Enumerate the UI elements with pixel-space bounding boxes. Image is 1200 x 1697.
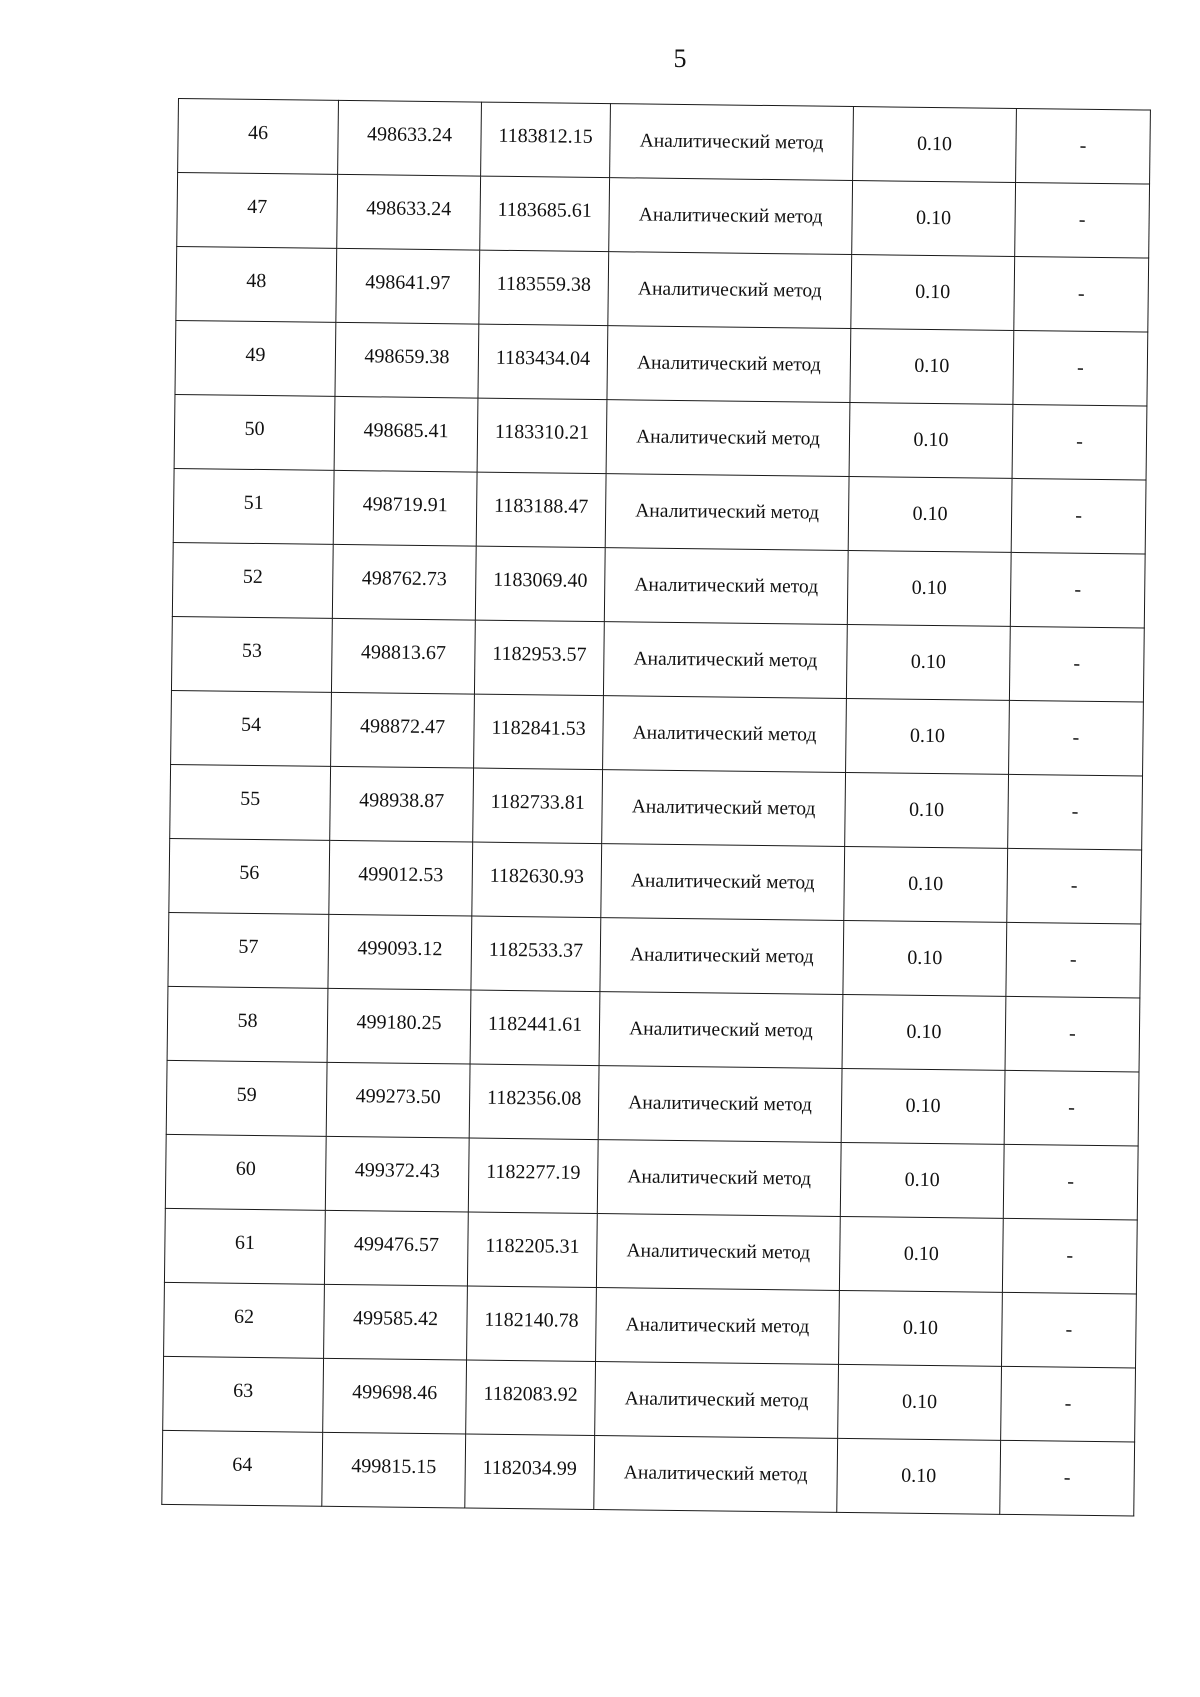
y-coordinate-cell: 1182034.99 [465,1434,595,1510]
table-row [174,394,1147,480]
y-coordinate-cell: 1182953.57 [474,620,604,696]
method-cell: Аналитический метод [609,178,853,255]
method-cell: Аналитический метод [603,696,847,773]
accuracy-cell: 0.10 [849,402,1013,478]
table-row [163,1356,1136,1442]
y-coordinate-cell: 1182841.53 [474,694,604,770]
y-coordinate-cell: 1182140.78 [467,1286,597,1362]
accuracy-cell: 0.10 [841,1068,1005,1144]
x-coordinate-cell: 499476.57 [324,1210,468,1286]
x-coordinate-cell: 498685.41 [334,396,478,472]
y-coordinate-cell: 1182733.81 [473,768,603,844]
accuracy-cell: 0.10 [846,698,1010,774]
point-number-cell: 52 [172,542,333,618]
method-cell: Аналитический метод [600,918,844,995]
method-cell: Аналитический метод [598,1066,842,1143]
x-coordinate-cell: 498633.24 [338,100,482,176]
table-row [178,99,1151,185]
point-number-cell: 47 [177,173,338,249]
description-cell: - [1000,1440,1135,1516]
description-cell: - [1011,478,1146,554]
table-row [168,912,1141,998]
x-coordinate-cell: 499180.25 [327,988,471,1064]
y-coordinate-cell: 1182533.37 [471,916,601,992]
method-cell: Аналитический метод [595,1362,839,1439]
method-cell: Аналитический метод [596,1214,840,1291]
method-cell: Аналитический метод [599,992,843,1069]
accuracy-cell: 0.10 [839,1290,1003,1366]
description-cell: - [1008,774,1143,850]
x-coordinate-cell: 499273.50 [326,1062,470,1138]
table-row [176,246,1149,332]
description-cell: - [1015,182,1150,258]
description-cell: - [1002,1292,1137,1368]
y-coordinate-cell: 1182205.31 [467,1212,597,1288]
accuracy-cell: 0.10 [838,1364,1002,1440]
y-coordinate-cell: 1183559.38 [479,250,609,326]
y-coordinate-cell: 1183069.40 [475,546,605,622]
description-cell: - [1014,256,1149,332]
accuracy-cell: 0.10 [850,329,1014,405]
x-coordinate-cell: 499093.12 [328,914,472,990]
point-number-cell: 46 [178,99,339,175]
x-coordinate-cell: 498719.91 [333,470,477,546]
accuracy-cell: 0.10 [852,181,1016,257]
method-cell: Аналитический метод [594,1436,838,1513]
x-coordinate-cell: 498659.38 [335,322,479,398]
description-cell: - [1005,996,1140,1072]
point-number-cell: 54 [171,690,332,766]
table-row [173,468,1146,554]
method-cell: Аналитический метод [606,400,850,477]
point-number-cell: 48 [176,246,337,322]
y-coordinate-cell: 1182441.61 [470,990,600,1066]
description-cell: - [1009,626,1144,702]
description-cell: - [1012,404,1147,480]
table-row [164,1208,1137,1294]
table-row [175,320,1148,406]
table-row [164,1282,1137,1368]
method-cell: Аналитический метод [602,770,846,847]
coordinates-table [161,98,1151,1516]
accuracy-cell: 0.10 [848,476,1012,552]
table-row [172,542,1145,628]
point-number-cell: 51 [173,468,334,544]
method-cell: Аналитический метод [605,474,849,551]
point-number-cell: 58 [167,986,328,1062]
accuracy-cell: 0.10 [853,107,1017,183]
description-cell: - [1006,922,1141,998]
x-coordinate-cell: 499815.15 [322,1432,466,1508]
point-number-cell: 61 [164,1208,325,1284]
description-cell: - [1004,1070,1139,1146]
page-number: 5 [673,44,687,73]
description-cell: - [1001,1366,1136,1442]
accuracy-cell: 0.10 [845,772,1009,848]
table-row [170,764,1143,850]
x-coordinate-cell: 499585.42 [324,1284,468,1360]
method-cell: Аналитический метод [603,622,847,699]
description-cell: - [1007,848,1142,924]
table-row [166,1060,1139,1146]
table-row [167,986,1140,1072]
x-coordinate-cell: 498641.97 [336,248,480,324]
point-number-cell: 64 [162,1430,323,1506]
x-coordinate-cell: 498872.47 [331,692,475,768]
y-coordinate-cell: 1183434.04 [478,324,608,400]
x-coordinate-cell: 498813.67 [331,618,475,694]
table-row [171,616,1144,702]
y-coordinate-cell: 1182630.93 [472,842,602,918]
method-cell: Аналитический метод [608,252,852,329]
table-row [169,838,1142,924]
x-coordinate-cell: 499698.46 [323,1358,467,1434]
description-cell: - [1009,700,1144,776]
method-cell: Аналитический метод [610,104,854,181]
y-coordinate-cell: 1183812.15 [481,102,611,178]
point-number-cell: 53 [171,616,332,692]
accuracy-cell: 0.10 [837,1438,1001,1514]
point-number-cell: 55 [170,764,331,840]
x-coordinate-cell: 499372.43 [325,1136,469,1212]
point-number-cell: 56 [169,838,330,914]
accuracy-cell: 0.10 [844,846,1008,922]
accuracy-cell: 0.10 [851,255,1015,331]
y-coordinate-cell: 1183685.61 [480,176,610,252]
description-cell: - [1013,330,1148,406]
accuracy-cell: 0.10 [846,624,1010,700]
x-coordinate-cell: 499012.53 [329,840,473,916]
coordinates-table-wrapper [161,98,1150,1516]
y-coordinate-cell: 1182083.92 [466,1360,596,1436]
y-coordinate-cell: 1182356.08 [469,1064,599,1140]
accuracy-cell: 0.10 [839,1216,1003,1292]
method-cell: Аналитический метод [604,548,848,625]
description-cell: - [1010,552,1145,628]
point-number-cell: 63 [163,1356,324,1432]
point-number-cell: 60 [165,1134,326,1210]
x-coordinate-cell: 498762.73 [332,544,476,620]
accuracy-cell: 0.10 [840,1142,1004,1218]
table-row [162,1430,1135,1516]
x-coordinate-cell: 498633.24 [337,174,481,250]
description-cell: - [1016,108,1151,184]
y-coordinate-cell: 1183310.21 [477,398,607,474]
method-cell: Аналитический метод [601,844,845,921]
y-coordinate-cell: 1183188.47 [476,472,606,548]
y-coordinate-cell: 1182277.19 [468,1138,598,1214]
description-cell: - [1002,1218,1137,1294]
description-cell: - [1003,1144,1138,1220]
point-number-cell: 49 [175,320,336,396]
accuracy-cell: 0.10 [842,994,1006,1070]
x-coordinate-cell: 498938.87 [330,766,474,842]
table-row [171,690,1144,776]
point-number-cell: 62 [164,1282,325,1358]
method-cell: Аналитический метод [607,326,851,403]
table-row [177,173,1150,259]
table-row [165,1134,1138,1220]
point-number-cell: 50 [174,394,335,470]
point-number-cell: 57 [168,912,329,988]
method-cell: Аналитический метод [597,1140,841,1217]
coordinates-table-body [162,99,1151,1516]
method-cell: Аналитический метод [596,1288,840,1365]
point-number-cell: 59 [166,1060,327,1136]
accuracy-cell: 0.10 [843,920,1007,996]
accuracy-cell: 0.10 [847,550,1011,626]
